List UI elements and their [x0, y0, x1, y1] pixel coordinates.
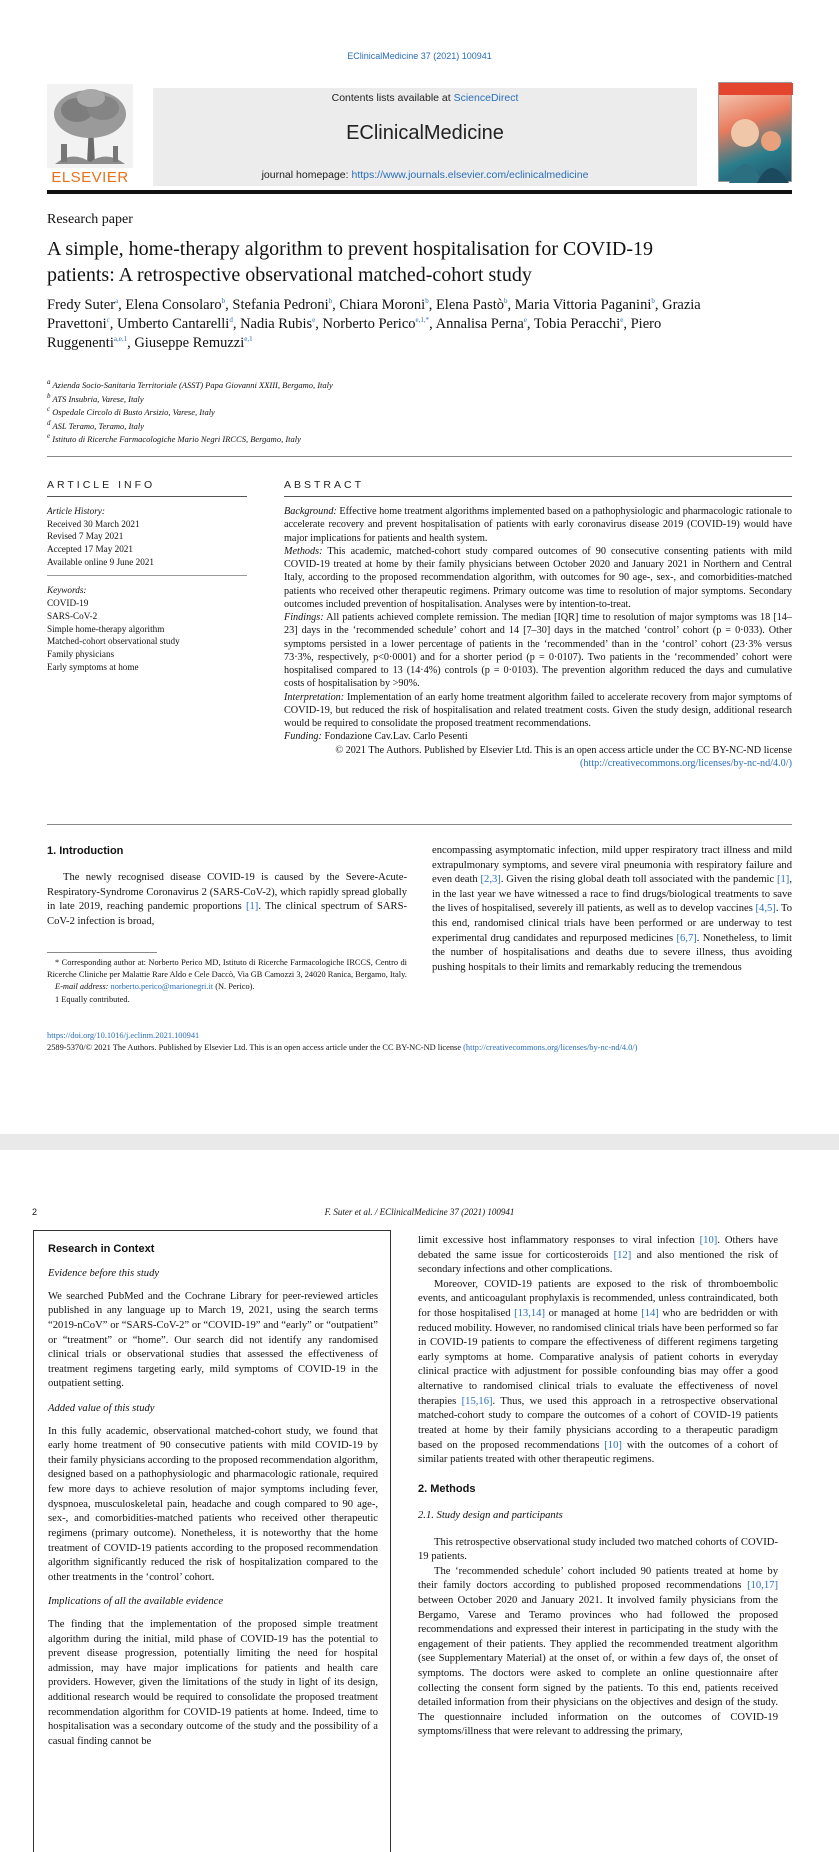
- affiliation: $^a$ Azienda Socio-Sanitaria Territoriale (ASST) Papa Giovanni XXIII, Bergamo, Italy: [47, 378, 333, 390]
- affiliation: $^d$ ASL Teramo, Teramo, Italy: [47, 418, 145, 431]
- abstract-interpretation: Interpretation: Implementation of an early home treatment algorithm failed to accelerate recovery from major symptoms of COVID-19, but reduced the risk of hospitalisation and related treatment costs. Given the study design, additional research would be required to consolidate the proposed treatment recommendations.: [284, 691, 792, 729]
- abstract-body: [284, 505, 792, 770]
- paragraph: In this fully academic, observational matched-cohort study, we found that early home treatment of 90 consecutive patients with mild COVID-19 by their family physicians according to the proposed recommendation algorithm, designed based on a pathophysiologic and pharmacologic rationale, required few more days to achieve resolution of major symptoms including fever, dyspnoea, musculoskeletal pain, headache and cough compared to 90 age-, sex-, and comorbidities-matched patients who received other therapeutic regimens (primary outcome). Nonetheless, it is noteworthy that the home treatment of COVID-19 patients according to the proposed recommendation algorithm significantly reduced the risk of hospitalization compared to the other treatments in the ‘control’ cohort.: [48, 1425, 378, 1583]
- keyword: Simple home-therapy algorithm: [47, 623, 165, 634]
- email-link[interactable]: norberto.perico@marionegri.it: [110, 982, 214, 992]
- citation-link[interactable]: [12]: [613, 1249, 632, 1261]
- author[interactable]: Chiara Moroni$^b$: [339, 297, 429, 313]
- publisher-wordmark: ELSEVIER: [51, 169, 129, 186]
- author[interactable]: Piero Ruggenenti$^{a,e,1}$: [47, 315, 662, 351]
- research-in-context-content: [48, 1242, 378, 1759]
- citation-link[interactable]: [10]: [604, 1439, 622, 1451]
- contents-available-line: [153, 91, 697, 105]
- author[interactable]: Elena Pastò$^b$: [435, 297, 508, 313]
- author[interactable]: Stefania Pedroni$^b$: [232, 297, 333, 313]
- citation-link[interactable]: [10]: [699, 1235, 718, 1246]
- abstract-license: © 2021 The Authors. Published by Elsevier Ltd. This is an open access article under the CC BY-NC-ND license (http://creativecommons.org/licenses/by-nc-nd/4.0/): [335, 744, 792, 769]
- page-number: 2: [32, 1207, 38, 1217]
- paragraph: The finding that the implementation of the proposed simple treatment algorithm during the initial, mild phase of COVID-19 has the potential to prevent disease progression, potentially limiting the need for hospital admission, may have major implications for patients and health care providers. However, given the limitations of the study in light of its design, additional research would be required to consolidate the proposed treatment recommendation algorithm for COVID-19 patients at home. Indeed, time to hospitalisation was a secondary outcome of the study and the possibility of a casual finding cannot be: [48, 1618, 378, 1747]
- paragraph: Moreover, COVID-19 patients are exposed to the risk of thromboembolic events, and anticoagulant prophylaxis is recommended, unless contraindicated, both for those hospitalised [13,14] or managed at home [14] who are bedridden or with reduced mobility. However, no randomised clinical trials have been performed so far in COVID-19 patients to compare the effectiveness of different regimens targeting early symptoms at home. Comparative analysis of patient cohorts in everyday clinical practice with adjustment for possible confounding bias may offer a good alternative to randomised clinical trials to evaluate the effectiveness of novel therapies [15,16]. Thus, we used this approach in a retrospective observational matched-cohort study to compare the outcomes of a cohort of COVID-19 patients treated at home by their family physicians according to a therapeutic paradigm based on the proposed recommendations [10] with the outcomes of a cohort of similar patients treated with other therapeutic regimens.: [418, 1278, 779, 1466]
- email-note: E-mail address: norberto.perico@marionegri.it (N. Perico).: [55, 982, 255, 992]
- author[interactable]: Umberto Cantarelli$^d$: [116, 315, 233, 332]
- author[interactable]: Giuseppe Remuzzi$^{e,1}$: [134, 334, 253, 351]
- sciencedirect-link[interactable]: ScienceDirect: [453, 92, 519, 104]
- article-info-heading: ARTICLE INFO: [47, 479, 156, 491]
- box-subheading: Implications of all the available evidence: [48, 1596, 224, 1608]
- subsection-heading: 2.1. Study design and participants: [418, 1509, 563, 1521]
- citation-link[interactable]: [13,14]: [514, 1308, 545, 1320]
- paragraph: This retrospective observational study included two matched cohorts of COVID-19 patients.: [418, 1536, 778, 1563]
- keyword: Matched-cohort observational study: [47, 636, 180, 647]
- footnote-rule: [47, 952, 157, 953]
- abstract-methods: Methods: This academic, matched-cohort study compared outcomes of 90 consecutive consenting patients with mild COVID-19 treated at home by their family physicians between October 2020 and January 2021 in Northern and Central Italy, according to the proposed recommendation algorithm, with outcomes for 90 age-, sex-, and comorbidities-matched patients who received other therapeutic regimens. Primary outcome was time to resolution of major symptoms. Secondary outcomes included prevention of hospitalisation. Analyses were by intention-to-treat.: [284, 545, 792, 610]
- history-item: Received 30 March 2021: [47, 518, 140, 529]
- keyword: COVID-19: [47, 598, 89, 609]
- abstract-findings: Findings: All patients achieved complete remission. The median [IQR] time to resolution of major symptoms was 18 [14–23] days in the ‘recommended schedule’ cohort and 14 [7–30] days in the matched ‘control’ cohort (p = 0·033). Other symptoms persisted in a lower percentage of patients in the ‘recommended’ than in the ‘control’ cohort (23·3% versus 73·3%, respectively, p<0·0001) and for a shorter period (p = 0·0107). Two patients in the ‘recommended’ cohort were hospitalised compared to 13 (14·4%) controls (p = 0·0103). The prevention algorithm reduced the days and cumulative costs of hospitalisation by >90%.: [284, 612, 792, 690]
- author[interactable]: Grazia Pravettoni$^c$: [47, 297, 701, 332]
- citation-link[interactable]: [6,7]: [676, 932, 697, 944]
- author[interactable]: Fredy Suter$^a$: [47, 297, 119, 313]
- footnotes: [47, 957, 407, 1006]
- divider: [47, 575, 247, 576]
- homepage-prefix: journal homepage:: [261, 169, 352, 181]
- box-subheading: Added value of this study: [48, 1403, 155, 1415]
- author[interactable]: Tobia Peracchi$^e$: [533, 315, 624, 332]
- keyword: SARS-CoV-2: [47, 610, 98, 621]
- equal-contribution-note: 1 Equally contributed.: [55, 994, 130, 1004]
- citation-link[interactable]: [15,16]: [461, 1395, 493, 1407]
- citation-link[interactable]: [2,3]: [480, 874, 501, 886]
- license-link[interactable]: (http://creativecommons.org/licenses/by-nc-nd/4.0/): [580, 757, 792, 769]
- paragraph: The newly recognised disease COVID-19 is caused by the Severe-Acute-Respiratory-Syndrome Coronavirus 2 (SARS-CoV-2), which rapidly spread globally in late 2019, reaching pandemic proportions [1]. The clinical spectrum of SARS-CoV-2 infection is broad,: [47, 872, 407, 927]
- article-info: [47, 505, 247, 673]
- citation-link[interactable]: [4,5]: [755, 903, 776, 915]
- author[interactable]: Elena Consolaro$^b$: [125, 297, 226, 313]
- section-heading: 2. Methods: [418, 1482, 476, 1495]
- box-title: Research in Context: [48, 1243, 155, 1255]
- author[interactable]: Nadia Rubis$^e$: [240, 315, 316, 332]
- intro-right-column: [432, 844, 792, 975]
- body-right-column: [418, 1234, 778, 1740]
- paragraph: The ‘recommended schedule’ cohort included 90 patients treated at home by their family doctors according to published proposed recommendations [10,17] between October 2020 and January 2021. It involved family physicians from the Bergamo, Varese and Teramo provinces who had followed the proposed recommendations and expressed their interest in participating in the study with the engagement of their patients. They applied the recommended treatment algorithm (see Supplementary Material) at the onset of, or within a few days of, the onset of symptoms. The doctors were asked to complete an online questionnaire after collecting the consent form signed by the patients. To this end, patients received detailed information from their physicians on the objectives and design of the study. The questionnaire included information on the outcomes of COVID-19 symptoms/illness that were relevant to addressing the primary,: [418, 1565, 778, 1738]
- corresponding-author-note: * Corresponding author at: Norberto Perico MD, Istituto di Ricerche Farmacologiche IRCCS, Centro di Ricerche Cliniche per Malattie Rare Aldo e Cele Daccò, Via GB Camozzi 3, 24020 Ranica, Bergamo, Italy.: [47, 958, 407, 980]
- history-item: Revised 7 May 2021: [47, 531, 124, 542]
- issn-line: 2589-5370/© 2021 The Authors. Published by Elsevier Ltd. This is an open access article under the CC BY-NC-ND license (http://creativecommons.org/licenses/by-nc-nd/4.0/): [47, 1043, 638, 1053]
- keyword: Family physicians: [47, 648, 115, 659]
- doi-block: [47, 1030, 807, 1054]
- affiliation: $^b$ ATS Insubria, Varese, Italy: [47, 391, 144, 404]
- keyword: Early symptoms at home: [47, 661, 139, 672]
- citation-link[interactable]: [1]: [245, 901, 259, 913]
- paper-title: A simple, home-therapy algorithm to prevent hospitalisation for COVID-19 patients: A retrospective observational matched-cohort study: [47, 238, 653, 286]
- article-page-2: [0, 1150, 839, 1852]
- abstract-heading: ABSTRACT: [284, 479, 365, 491]
- paragraph: We searched PubMed and the Cochrane Library for peer-reviewed articles published in any language up to March 19, 2021, using the search terms “2019-nCoV” or “SARS-CoV-2” or “COVID-19” and “early” or “outpatient” or “treatment” or “home”. Our search did not identify any randomised clinical trials or observational studies that assessed the effectiveness of treatment regimens targeting early, mild symptoms of COVID-19 in the outpatient setting.: [48, 1290, 378, 1390]
- citation-link[interactable]: [1]: [776, 874, 790, 886]
- author-list: Fredy Suter$^a$, Elena Consolaro$^b$, Stefania Pedroni$^b$, Chiara Moroni$^b$, Elena Pastò$^b$, Maria Vittoria Paganini$^b$, Grazia Pravettoni$^c$, Umberto Cantarelli$^d$, Nadia Rubis$^e$, Norberto Perico$^{e,1,*}$, Annalisa Perna$^e$, Tobia Peracchi$^e$, Piero Ruggenenti$^{a,e,1}$, Giuseppe Remuzzi$^{e,1}$: [47, 297, 701, 351]
- doi-link[interactable]: https://doi.org/10.1016/j.eclinm.2021.100941: [47, 1031, 200, 1040]
- intro-left-column: [47, 844, 407, 930]
- citation-link[interactable]: [10,17]: [747, 1580, 778, 1592]
- history-item: Available online 9 June 2021: [47, 556, 154, 567]
- journal-reference-link[interactable]: EClinicalMedicine 37 (2021) 100941: [347, 51, 492, 61]
- section-heading: 1. Introduction: [47, 845, 124, 857]
- box-subheading: Evidence before this study: [48, 1268, 160, 1280]
- affiliation-list: [47, 379, 747, 447]
- masthead-rule: [47, 190, 792, 194]
- keywords-label: Keywords:: [47, 585, 87, 596]
- history-label: Article History:: [47, 506, 105, 516]
- abstract-funding: Funding: Fondazione Cav.Lav. Carlo Pesenti: [284, 731, 468, 743]
- paragraph: encompassing asymptomatic infection, mild upper respiratory tract illness and mild extrapulmonary symptoms, and severe viral pneumonia with respiratory failure and even death [2,3]. Given the rising global death toll associated with the pandemic [1], in the last year we have witnessed a race to find drugs/biological treatments to save the lives of hospitalised, severely ill patients, as well as to develop vaccines [4,5]. To this end, randomised clinical trials have been performed or are underway to test experimental drug candidates and repurposed medicines [6,7]. Nonetheless, to limit the number of hospitalisations and deaths due to severe illness, thus avoiding pushing hospitals to their limits and remarkably reducing the tremendous: [432, 845, 792, 973]
- divider: [47, 824, 792, 825]
- journal-homepage-line: [153, 168, 697, 182]
- journal-homepage-link[interactable]: https://www.journals.elsevier.com/eclinicalmedicine: [351, 169, 589, 181]
- author[interactable]: Annalisa Perna$^e$: [435, 315, 527, 332]
- journal-title: EClinicalMedicine: [346, 122, 504, 144]
- journal-cover-thumbnail[interactable]: [718, 82, 792, 182]
- author[interactable]: Norberto Perico$^{e,1,*}$: [322, 315, 430, 332]
- contents-prefix: Contents lists available at: [331, 92, 454, 104]
- affiliation: $^c$ Ospedale Circolo di Busto Arsizio, Varese, Italy: [47, 405, 215, 418]
- author[interactable]: Maria Vittoria Paganini$^b$: [514, 297, 655, 313]
- divider: [47, 456, 792, 457]
- running-head: F. Suter et al. / EClinicalMedicine 37 (2021) 100941: [324, 1207, 515, 1217]
- divider: [47, 496, 247, 497]
- cover-illustration: [719, 83, 793, 183]
- affiliation: $^e$ Istituto di Ricerche Farmacologiche Mario Negri IRCCS, Bergamo, Italy: [47, 432, 301, 445]
- divider: [284, 496, 792, 497]
- paper-type: Research paper: [47, 212, 133, 227]
- abstract-background: Background: Effective home treatment algorithms implemented based on a pathophysiologic and pharmacologic rationale to accelerate recovery and prevent hospitalisation of patients with early coronavirus disease 2019 (COVID-19) would have major implications for patients and health system.: [284, 506, 792, 544]
- paragraph: limit excessive host inflammatory responses to viral infection [10]. Others have debated the same issue for corticosteroids [12] and also mentioned the risk of secondary infections and other complications.: [418, 1235, 779, 1276]
- license-link[interactable]: (http://creativecommons.org/licenses/by-nc-nd/4.0/): [463, 1043, 638, 1053]
- citation-link[interactable]: [14]: [641, 1308, 659, 1320]
- history-item: Accepted 17 May 2021: [47, 544, 133, 555]
